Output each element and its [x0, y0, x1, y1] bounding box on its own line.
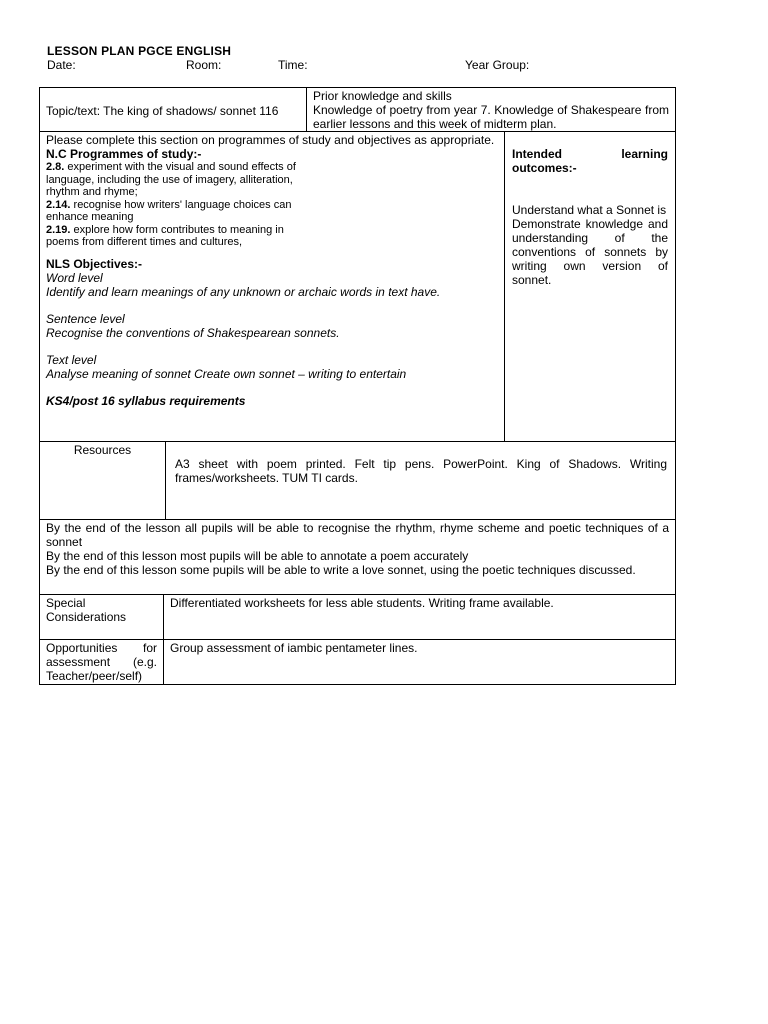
nc-item-text: recognise how writers' language choices can enhance meaning — [46, 198, 292, 223]
nc-item-text: explore how form contributes to meaning in poems from different times and cultures, — [46, 223, 284, 248]
special-considerations-text: Differentiated worksheets for less able students. Writing frame available. — [170, 596, 554, 610]
programmes-intro: Please complete this section on programmes of study and objectives as appropriate. — [46, 133, 495, 147]
word-level-label: Word level — [46, 270, 103, 285]
ks4-syllabus-heading: KS4/post 16 syllabus requirements — [46, 393, 246, 408]
resources-label-cell — [39, 441, 166, 520]
nc-item-number: 2.8. — [46, 161, 65, 173]
nls-objectives-heading: NLS Objectives:- — [46, 256, 143, 271]
prior-knowledge-cell — [306, 87, 676, 132]
year-group-label: Year Group: — [465, 58, 530, 72]
resources-cell — [165, 441, 676, 520]
nc-item-number: 2.19. — [46, 223, 71, 236]
nc-item-text: experiment with the visual and sound effects of language, including the use of imagery, alliteration, rhythm and rhyme; — [46, 161, 296, 198]
text-level-text: Analyse meaning of sonnet Create own sonnet – writing to entertain — [46, 366, 407, 381]
topic-cell — [39, 87, 307, 132]
header-meta-row — [47, 58, 687, 73]
outcome-understand: Understand what a Sonnet is — [512, 203, 667, 217]
end-of-lesson-cell — [39, 519, 676, 595]
assessment-text: Group assessment of iambic pentameter lines. — [170, 641, 418, 655]
nc-item — [46, 224, 306, 249]
programmes-cell — [39, 131, 505, 442]
nc-programmes-heading: N.C Programmes of study:- — [46, 147, 202, 161]
most-pupils-outcome: By the end of this lesson most pupils will be able to annotate a poem accurately — [46, 549, 469, 563]
page-title: LESSON PLAN PGCE ENGLISH — [47, 44, 232, 58]
topic-text: Topic/text: The king of shadows/ sonnet 116 — [46, 104, 279, 118]
resources-text: A3 sheet with poem printed. Felt tip pens. PowerPoint. King of Shadows. Writing frames/worksheets. TUM TI cards. — [175, 457, 667, 485]
intended-outcomes-cell — [504, 131, 676, 442]
nc-item-number: 2.14. — [46, 198, 71, 211]
assessment-label-cell — [39, 639, 164, 685]
special-label-cell — [39, 594, 164, 640]
outcome-demonstrate: Demonstrate knowledge and understanding of the conventions of sonnets by writing own version of sonnet. — [512, 217, 668, 287]
intended-outcomes-heading: Intended learning outcomes:- — [512, 147, 668, 175]
resources-label: Resources — [73, 443, 132, 457]
all-pupils-outcome: By the end of the lesson all pupils will be able to recognise the rhythm, rhyme scheme and poetic techniques of a sonnet — [46, 521, 669, 549]
assessment-cell — [163, 639, 676, 685]
text-level-label: Text level — [46, 352, 97, 367]
time-label: Time: — [278, 58, 308, 72]
sentence-level-text: Recognise the conventions of Shakespearean sonnets. — [46, 325, 340, 340]
word-level-text: Identify and learn meanings of any unknown or archaic words in text have. — [46, 284, 441, 299]
prior-knowledge-heading: Prior knowledge and skills — [313, 89, 452, 103]
prior-knowledge-body: Knowledge of poetry from year 7. Knowledge of Shakespeare from earlier lessons and this week of midterm plan. — [313, 103, 669, 131]
lesson-plan-header — [47, 44, 687, 73]
special-considerations-label: Special Considerations — [46, 596, 127, 624]
room-label: Room: — [186, 58, 222, 72]
date-label: Date: — [47, 58, 76, 72]
assessment-label: Opportunities for assessment (e.g. Teacher/peer/self) — [46, 641, 157, 683]
nc-item — [46, 199, 314, 224]
nc-item — [46, 161, 314, 199]
some-pupils-outcome: By the end of this lesson some pupils will be able to write a love sonnet, using the poetic techniques discussed. — [46, 563, 636, 577]
sentence-level-label: Sentence level — [46, 311, 125, 326]
special-cell — [163, 594, 676, 640]
